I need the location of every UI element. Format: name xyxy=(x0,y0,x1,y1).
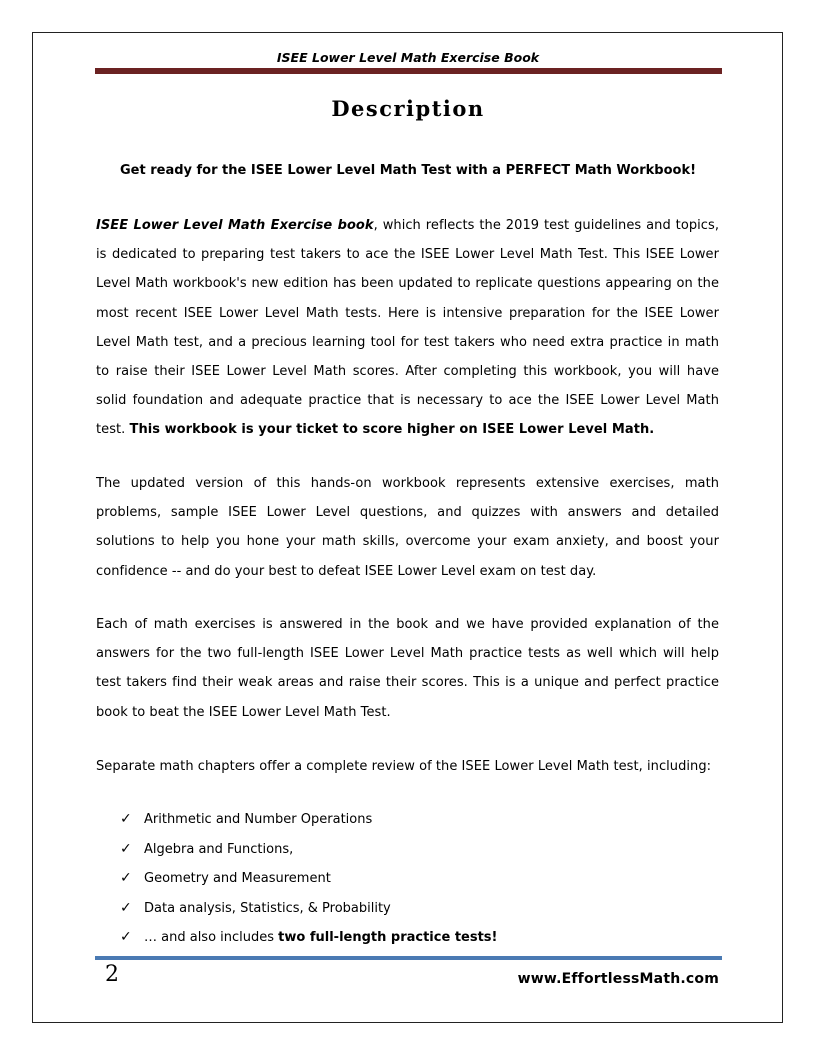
list-item-bold-text: two full-length practice tests! xyxy=(278,930,498,945)
page-number: 2 xyxy=(105,962,119,987)
paragraph-chapters: Separate math chapters offer a complete review of the ISEE Lower Level Math test, including: xyxy=(96,759,712,774)
checkmark-icon: ✓ xyxy=(120,811,132,827)
intro-bold-text: This workbook is your ticket to score higher on ISEE Lower Level Math. xyxy=(129,422,655,438)
paragraph-updated-version: The updated version of this hands-on workbook represents extensive exercises, math problems, sample ISEE Lower Level questions, and quizzes with answers and detailed solutions to help you hone your math skills, overcome your exam anxiety, and boost your confidence -- and do your best to defeat ISEE Lower Level exam on test day. xyxy=(96,476,719,579)
list-item-text: … and also includes xyxy=(144,930,279,945)
page-title: Description xyxy=(331,96,485,121)
checkmark-icon: ✓ xyxy=(120,929,132,945)
list-item-text: Geometry and Measurement xyxy=(144,871,331,886)
list-item xyxy=(120,894,497,924)
intro-text: , which reflects the 2019 test guidelines and topics, is dedicated to preparing test takers to ace the ISEE Lower Level Math Test. This ISEE Lower Level Math workbook's new edition has been updated to replicate questions appearing on the most recent ISEE Lower Level Math tests. Here is intensive preparation for the ISEE Lower Level Math test, and a precious learning tool for test takers who need extra practice in math to raise their ISEE Lower Level Math scores. After completing this workbook, you will have solid foundation and adequate practice that is necessary to ace the ISEE Lower Level Math test. xyxy=(96,218,719,438)
paragraph-intro xyxy=(96,211,719,445)
paragraph-exercises: Each of math exercises is answered in the book and we have provided explanation of the answers for the two full-length ISEE Lower Level Math practice tests as well which will help test takers find their weak areas and raise their scores. This is a unique and perfect practice book to beat the ISEE Lower Level Math Test. xyxy=(96,617,719,720)
checkmark-icon: ✓ xyxy=(120,870,132,886)
running-header: ISEE Lower Level Math Exercise Book xyxy=(276,50,540,65)
checkmark-icon: ✓ xyxy=(120,899,132,916)
list-item xyxy=(120,805,497,835)
header-rule xyxy=(95,68,722,74)
list-item-text: Data analysis, Statistics, & Probability xyxy=(144,900,391,916)
list-item xyxy=(120,835,497,865)
footer-rule xyxy=(95,956,722,960)
website-link[interactable]: www.EffortlessMath.com xyxy=(517,971,719,987)
list-item xyxy=(120,864,497,894)
list-item xyxy=(120,923,497,953)
list-item-text: Arithmetic and Number Operations xyxy=(144,812,373,827)
checkmark-icon: ✓ xyxy=(120,840,132,857)
book-title: ISEE Lower Level Math Exercise book xyxy=(96,218,374,233)
list-item-text: Algebra and Functions, xyxy=(144,841,294,857)
tagline: Get ready for the ISEE Lower Level Math Test with a PERFECT Math Workbook! xyxy=(119,163,697,178)
topic-checklist xyxy=(120,805,497,953)
